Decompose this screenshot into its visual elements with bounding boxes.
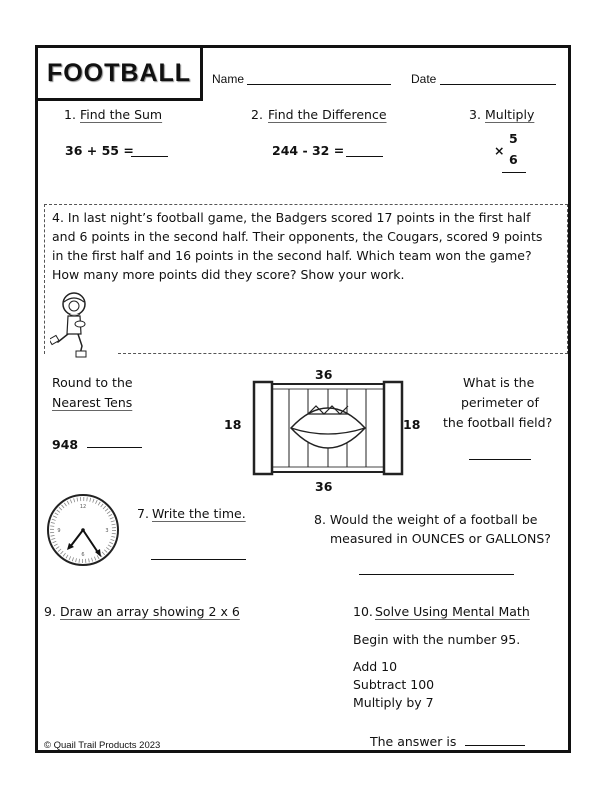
q10-steps — [353, 658, 434, 712]
field-top-length: 36 — [315, 367, 333, 382]
q4-line: How many more points did they score? Show your work. — [52, 267, 405, 282]
q10-step: Subtract 100 — [353, 677, 435, 692]
q1-problem: 36 + 55 = — [65, 143, 134, 158]
q2-title: Find the Difference — [268, 107, 387, 122]
date-label: Date — [411, 72, 437, 86]
football-player-icon — [50, 290, 102, 360]
q8-answer-field[interactable] — [359, 574, 514, 575]
q10-start: Begin with the number 95. — [353, 632, 521, 647]
q3-top-number: 5 — [509, 131, 518, 146]
q5-title: Nearest Tens — [52, 395, 133, 410]
q10-answer-label: The answer is — [370, 734, 457, 749]
q6-line2: perimeter of — [461, 395, 539, 410]
copyright: © Quail Trail Products 2023 — [44, 740, 161, 751]
q10-title: Solve Using Mental Math — [375, 604, 530, 619]
q5-line1: Round to the — [52, 375, 133, 390]
football-field-diagram — [252, 380, 404, 476]
q10-step: Multiply by 7 — [353, 695, 434, 710]
page-title: FOOTBALL — [46, 58, 192, 87]
q7-title: Write the time. — [152, 506, 246, 521]
q6-line3: the football field? — [443, 415, 553, 430]
q4-line: and 6 points in the second half. Their opponents, the Cougars, scored 9 points — [52, 229, 543, 244]
q3-number: 3. — [469, 107, 481, 122]
q6-answer-field[interactable] — [469, 459, 531, 460]
q5-number: 948 — [52, 437, 79, 452]
field-right-width: 18 — [403, 417, 421, 432]
q4-work-box-bottom — [118, 353, 568, 354]
q10-number: 10. — [353, 604, 373, 619]
q9-number: 9. — [44, 604, 56, 619]
q9-drawing-area[interactable] — [44, 630, 314, 730]
q3-answer-line[interactable] — [502, 172, 526, 173]
date-field[interactable] — [440, 84, 556, 85]
name-label: Name — [212, 72, 245, 86]
q2-problem: 244 - 32 = — [272, 143, 345, 158]
q1-answer-field[interactable] — [131, 156, 168, 157]
q1-number: 1. — [64, 107, 76, 122]
svg-text:6: 6 — [81, 552, 85, 558]
name-field[interactable] — [247, 84, 391, 85]
q10-step: Add 10 — [353, 659, 398, 674]
svg-text:3: 3 — [105, 528, 109, 534]
q6-line1: What is the — [463, 375, 535, 390]
q4-line: 4. In last night’s football game, the Badgers scored 17 points in the first half — [52, 210, 531, 225]
q3-operator: × — [494, 143, 505, 158]
q5-answer-field[interactable] — [87, 447, 142, 448]
q3-title: Multiply — [485, 107, 535, 122]
q4-line: in the first half and 16 points in the second half. Which team won the game? — [52, 248, 532, 263]
svg-text:9: 9 — [57, 528, 61, 534]
field-left-width: 18 — [224, 417, 242, 432]
q3-bottom-number: 6 — [509, 152, 518, 167]
q1-title: Find the Sum — [80, 107, 163, 122]
field-bottom-length: 36 — [315, 479, 333, 494]
q8-line1: 8. Would the weight of a football be — [314, 512, 538, 527]
svg-text:12: 12 — [79, 504, 87, 510]
q10-answer-field[interactable] — [465, 745, 525, 746]
q2-number: 2. — [251, 107, 263, 122]
q4-text — [52, 208, 562, 284]
q9-title: Draw an array showing 2 x 6 — [60, 604, 240, 619]
q7-answer-field[interactable] — [151, 559, 246, 560]
q7-number: 7. — [137, 506, 149, 521]
clock-icon — [45, 492, 121, 568]
q8-line2: measured in OUNCES or GALLONS? — [330, 531, 551, 546]
title-box — [35, 45, 203, 101]
q2-answer-field[interactable] — [346, 156, 383, 157]
